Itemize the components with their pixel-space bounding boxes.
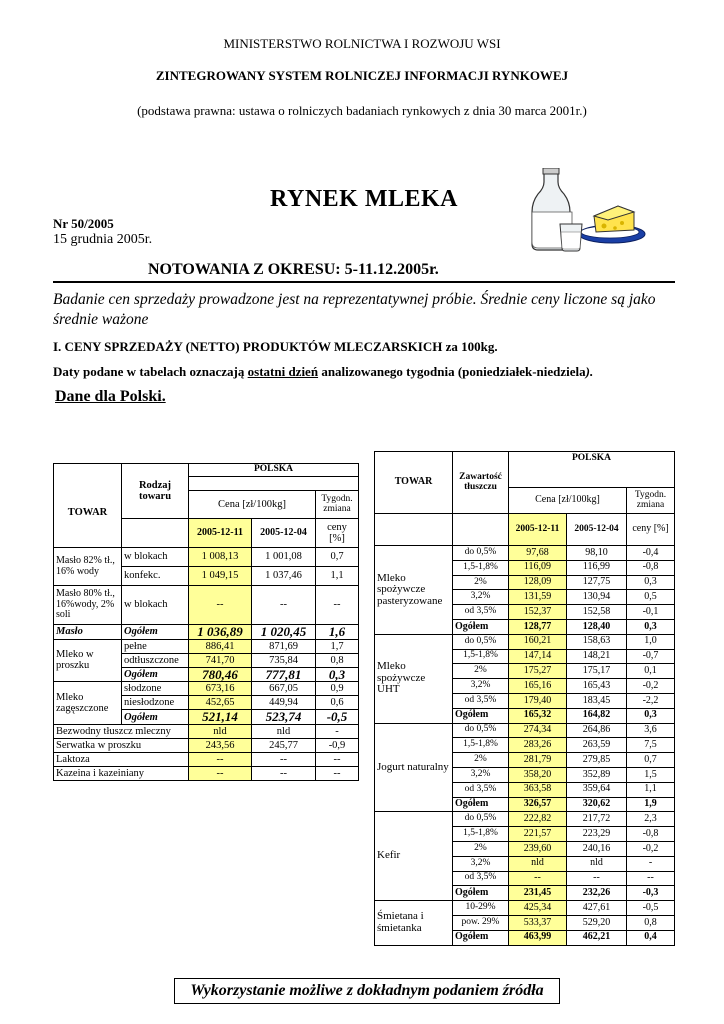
fat-content: Ogółem <box>453 708 509 723</box>
dairy-products-table <box>53 463 359 781</box>
weekly-change: -0,7 <box>627 649 675 664</box>
weekly-change: -0,3 <box>627 886 675 901</box>
weekly-change: -0,2 <box>627 679 675 694</box>
col-header-date-previous: 2005-12-04 <box>252 519 316 548</box>
price-current: 97,68 <box>509 546 567 561</box>
weekly-change: -0,4 <box>627 546 675 561</box>
table-row <box>375 634 675 649</box>
weekly-change: 1,1 <box>316 567 359 586</box>
price-previous: nld <box>252 724 316 738</box>
source-note: Wykorzystanie możliwe z dokładnym podaniem źródła <box>174 978 560 1004</box>
col-header-ceny: ceny [%] <box>316 519 359 548</box>
price-previous: 667,05 <box>252 682 316 696</box>
col-header-date-current: 2005-12-11 <box>509 514 567 546</box>
fat-content: od 3,5% <box>453 782 509 797</box>
fat-content: Ogółem <box>453 619 509 634</box>
price-previous: 223,29 <box>567 827 627 842</box>
spacer <box>189 477 359 491</box>
price-current: 222,82 <box>509 812 567 827</box>
price-previous: 871,69 <box>252 639 316 653</box>
product-name: Masło 80% tł., 16%wody, 2% soli <box>54 586 122 625</box>
table-row <box>54 586 359 625</box>
col-header-tyg: Tygodn. zmiana <box>316 491 359 519</box>
fat-content: 2% <box>453 664 509 679</box>
price-previous: 217,72 <box>567 812 627 827</box>
price-current: -- <box>189 752 252 766</box>
price-current: 243,56 <box>189 738 252 752</box>
reporting-period: NOTOWANIA Z OKRESU: 5-11.12.2005r. <box>148 261 439 278</box>
spacer <box>122 519 189 548</box>
price-current: 463,99 <box>509 930 567 945</box>
price-current: nld <box>189 724 252 738</box>
weekly-change: 0,3 <box>627 575 675 590</box>
issue-date: 15 grudnia 2005r. <box>53 232 153 247</box>
price-current: 128,77 <box>509 619 567 634</box>
weekly-change: 0,6 <box>316 696 359 710</box>
table-row <box>54 548 359 567</box>
weekly-change: 0,1 <box>627 664 675 679</box>
price-previous: 279,85 <box>567 753 627 768</box>
price-current: 521,14 <box>189 710 252 725</box>
weekly-change: 0,3 <box>627 708 675 723</box>
fat-content: 3,2% <box>453 856 509 871</box>
price-current: nld <box>509 856 567 871</box>
price-current: 221,57 <box>509 827 567 842</box>
weekly-change: 0,7 <box>627 753 675 768</box>
price-current: 452,65 <box>189 696 252 710</box>
fat-content: 2% <box>453 841 509 856</box>
fat-content: 1,5-1,8% <box>453 560 509 575</box>
table-row <box>54 625 359 640</box>
col-header-towar: TOWAR <box>54 464 122 519</box>
product-group-name: Kefir <box>375 812 453 901</box>
price-current: 425,34 <box>509 901 567 916</box>
fat-content: 10-29% <box>453 901 509 916</box>
product-type: niesłodzone <box>122 696 189 710</box>
spacer <box>375 514 453 546</box>
price-previous: 529,20 <box>567 915 627 930</box>
fat-content: 2% <box>453 753 509 768</box>
product-type: w blokach <box>122 586 189 625</box>
col-header-tyg: Tygodn. zmiana <box>627 488 675 514</box>
fat-content: 3,2% <box>453 679 509 694</box>
page-title: RYNEK MLEKA <box>270 186 458 212</box>
price-previous: 127,75 <box>567 575 627 590</box>
price-previous: 164,82 <box>567 708 627 723</box>
product-group-name: Jogurt naturalny <box>375 723 453 812</box>
fat-content: Ogółem <box>453 886 509 901</box>
weekly-change: - <box>627 856 675 871</box>
price-previous: 263,59 <box>567 738 627 753</box>
weekly-change: - <box>316 724 359 738</box>
table-row <box>54 724 359 738</box>
price-previous: 98,10 <box>567 546 627 561</box>
fat-content: 1,5-1,8% <box>453 738 509 753</box>
weekly-change: -0,1 <box>627 605 675 620</box>
price-previous: 148,21 <box>567 649 627 664</box>
price-previous: 359,64 <box>567 782 627 797</box>
price-current: 283,26 <box>509 738 567 753</box>
product-name: Mleko zagęszczone <box>54 682 122 725</box>
milk-cheese-illustration <box>522 168 652 253</box>
col-header-ceny: ceny [%] <box>627 514 675 546</box>
weekly-change: -0,8 <box>627 560 675 575</box>
price-current: 274,34 <box>509 723 567 738</box>
price-current: 160,21 <box>509 634 567 649</box>
col-header-rodzaj: Rodzaj towaru <box>122 464 189 519</box>
ministry-name: MINISTERSTWO ROLNICTWA I ROZWOJU WSI <box>223 36 501 51</box>
price-current: 131,59 <box>509 590 567 605</box>
section-heading: I. CENY SPRZEDAŻY (NETTO) PRODUKTÓW MLECZARSKICH za 100kg. <box>53 339 498 354</box>
table-row <box>54 752 359 766</box>
weekly-change: 0,7 <box>316 548 359 567</box>
product-name: Kazeina i kazeiniany <box>54 766 189 780</box>
product-name: Masło <box>54 625 122 640</box>
price-previous: 1 037,46 <box>252 567 316 586</box>
dates-note: Daty podane w tabelach oznaczają ostatni dzień analizowanego tygodnia (poniedziałek-niedziela). <box>53 364 594 379</box>
price-current: 239,60 <box>509 841 567 856</box>
price-previous: 352,89 <box>567 767 627 782</box>
fat-content: 2% <box>453 575 509 590</box>
product-type: konfekc. <box>122 567 189 586</box>
weekly-change: -- <box>316 752 359 766</box>
weekly-change: 0,8 <box>316 653 359 667</box>
weekly-change: -- <box>316 766 359 780</box>
product-type: Ogółem <box>122 710 189 725</box>
weekly-change: 0,8 <box>627 915 675 930</box>
weekly-change: 1,5 <box>627 767 675 782</box>
weekly-change: 7,5 <box>627 738 675 753</box>
product-name: Mleko w proszku <box>54 639 122 682</box>
price-previous: 523,74 <box>252 710 316 725</box>
price-previous: 116,99 <box>567 560 627 575</box>
price-previous: 183,45 <box>567 693 627 708</box>
col-header-zawartosc: Zawartość tłuszczu <box>453 452 509 514</box>
col-header-date-current: 2005-12-11 <box>189 519 252 548</box>
price-previous: 165,43 <box>567 679 627 694</box>
product-name: Masło 82% tł., 16% wody <box>54 548 122 586</box>
product-name: Laktoza <box>54 752 189 766</box>
price-previous: 128,40 <box>567 619 627 634</box>
price-current: -- <box>189 586 252 625</box>
weekly-change: 1,9 <box>627 797 675 812</box>
fat-content: od 3,5% <box>453 605 509 620</box>
price-current: 363,58 <box>509 782 567 797</box>
fat-content: 3,2% <box>453 590 509 605</box>
fat-content: 1,5-1,8% <box>453 649 509 664</box>
product-name: Bezwodny tłuszcz mleczny <box>54 724 189 738</box>
price-current: 281,79 <box>509 753 567 768</box>
col-header-cena: Cena [zł/100kg] <box>509 488 627 514</box>
price-current: 116,09 <box>509 560 567 575</box>
price-previous: 158,63 <box>567 634 627 649</box>
weekly-change: -0,5 <box>316 710 359 725</box>
product-group-name: Śmietana i śmietanka <box>375 901 453 945</box>
price-current: 147,14 <box>509 649 567 664</box>
product-type: Ogółem <box>122 625 189 640</box>
table-row <box>375 812 675 827</box>
weekly-change: -0,9 <box>316 738 359 752</box>
table-row <box>375 723 675 738</box>
price-current: 886,41 <box>189 639 252 653</box>
price-previous: -- <box>252 752 316 766</box>
price-current: 673,16 <box>189 682 252 696</box>
weekly-change: 0,3 <box>316 667 359 682</box>
price-previous: 462,21 <box>567 930 627 945</box>
price-current: 175,27 <box>509 664 567 679</box>
price-current: 741,70 <box>189 653 252 667</box>
price-current: 358,20 <box>509 767 567 782</box>
price-previous: 130,94 <box>567 590 627 605</box>
price-previous: -- <box>252 586 316 625</box>
table-row <box>375 546 675 561</box>
product-type: w blokach <box>122 548 189 567</box>
price-current: 1 036,89 <box>189 625 252 640</box>
table-row <box>54 639 359 653</box>
fat-content: do 0,5% <box>453 634 509 649</box>
weekly-change: -0,8 <box>627 827 675 842</box>
weekly-change: 1,1 <box>627 782 675 797</box>
price-previous: 427,61 <box>567 901 627 916</box>
milk-products-table <box>374 451 675 946</box>
table-row <box>54 766 359 780</box>
weekly-change: 0,3 <box>627 619 675 634</box>
col-header-polska: POLSKA <box>189 464 359 477</box>
price-current: -- <box>189 766 252 780</box>
price-current: 179,40 <box>509 693 567 708</box>
fat-content: 1,5-1,8% <box>453 827 509 842</box>
weekly-change: 0,5 <box>627 590 675 605</box>
fat-content: pow. 29% <box>453 915 509 930</box>
price-previous: 1 001,08 <box>252 548 316 567</box>
product-type: pełne <box>122 639 189 653</box>
product-name: Serwatka w proszku <box>54 738 189 752</box>
data-scope-heading: Dane dla Polski. <box>55 388 166 405</box>
price-current: 1 049,15 <box>189 567 252 586</box>
product-type: odtłuszczone <box>122 653 189 667</box>
price-current: 1 008,13 <box>189 548 252 567</box>
price-previous: 240,16 <box>567 841 627 856</box>
price-previous: 777,81 <box>252 667 316 682</box>
weekly-change: 1,0 <box>627 634 675 649</box>
fat-content: od 3,5% <box>453 871 509 886</box>
price-current: 326,57 <box>509 797 567 812</box>
price-current: 128,09 <box>509 575 567 590</box>
price-previous: 1 020,45 <box>252 625 316 640</box>
fat-content: do 0,5% <box>453 546 509 561</box>
weekly-change: -0,2 <box>627 841 675 856</box>
weekly-change: -0,5 <box>627 901 675 916</box>
price-previous: 320,62 <box>567 797 627 812</box>
fat-content: do 0,5% <box>453 812 509 827</box>
table-row <box>54 738 359 752</box>
fat-content: 3,2% <box>453 767 509 782</box>
fat-content: Ogółem <box>453 797 509 812</box>
col-header-date-previous: 2005-12-04 <box>567 514 627 546</box>
price-current: 533,37 <box>509 915 567 930</box>
weekly-change: 0,4 <box>627 930 675 945</box>
col-header-cena: Cena [zł/100kg] <box>189 491 316 519</box>
table-row <box>375 901 675 916</box>
methodology-note: Badanie cen sprzedaży prowadzone jest na reprezentatywnej próbie. Średnie ceny liczone są jako średnie ważone <box>53 291 656 328</box>
price-previous: nld <box>567 856 627 871</box>
weekly-change: -- <box>316 586 359 625</box>
divider <box>53 281 675 283</box>
weekly-change: -- <box>627 871 675 886</box>
product-type: słodzone <box>122 682 189 696</box>
price-current: -- <box>509 871 567 886</box>
weekly-change: 0,9 <box>316 682 359 696</box>
issue-number: Nr 50/2005 <box>53 216 114 231</box>
weekly-change: 1,6 <box>316 625 359 640</box>
table-row <box>54 682 359 696</box>
spacer <box>453 514 509 546</box>
price-current: 152,37 <box>509 605 567 620</box>
product-type: Ogółem <box>122 667 189 682</box>
price-previous: 232,26 <box>567 886 627 901</box>
price-previous: 264,86 <box>567 723 627 738</box>
price-previous: -- <box>567 871 627 886</box>
price-previous: 735,84 <box>252 653 316 667</box>
product-group-name: Mleko spożywcze pasteryzowane <box>375 546 453 635</box>
fat-content: od 3,5% <box>453 693 509 708</box>
product-group-name: Mleko spożywcze UHT <box>375 634 453 723</box>
price-current: 231,45 <box>509 886 567 901</box>
price-previous: 449,94 <box>252 696 316 710</box>
price-current: 780,46 <box>189 667 252 682</box>
weekly-change: 3,6 <box>627 723 675 738</box>
fat-content: Ogółem <box>453 930 509 945</box>
fat-content: do 0,5% <box>453 723 509 738</box>
weekly-change: 1,7 <box>316 639 359 653</box>
price-previous: -- <box>252 766 316 780</box>
price-current: 165,32 <box>509 708 567 723</box>
price-previous: 152,58 <box>567 605 627 620</box>
col-header-polska: POLSKA <box>509 452 675 488</box>
legal-basis: (podstawa prawna: ustawa o rolniczych badaniach rynkowych z dnia 30 marca 2001r.) <box>137 103 587 118</box>
system-name: ZINTEGROWANY SYSTEM ROLNICZEJ INFORMACJI RYNKOWEJ <box>155 68 569 83</box>
weekly-change: 2,3 <box>627 812 675 827</box>
price-current: 165,16 <box>509 679 567 694</box>
price-previous: 245,77 <box>252 738 316 752</box>
weekly-change: -2,2 <box>627 693 675 708</box>
spacer <box>54 519 122 548</box>
col-header-towar: TOWAR <box>375 452 453 514</box>
price-previous: 175,17 <box>567 664 627 679</box>
